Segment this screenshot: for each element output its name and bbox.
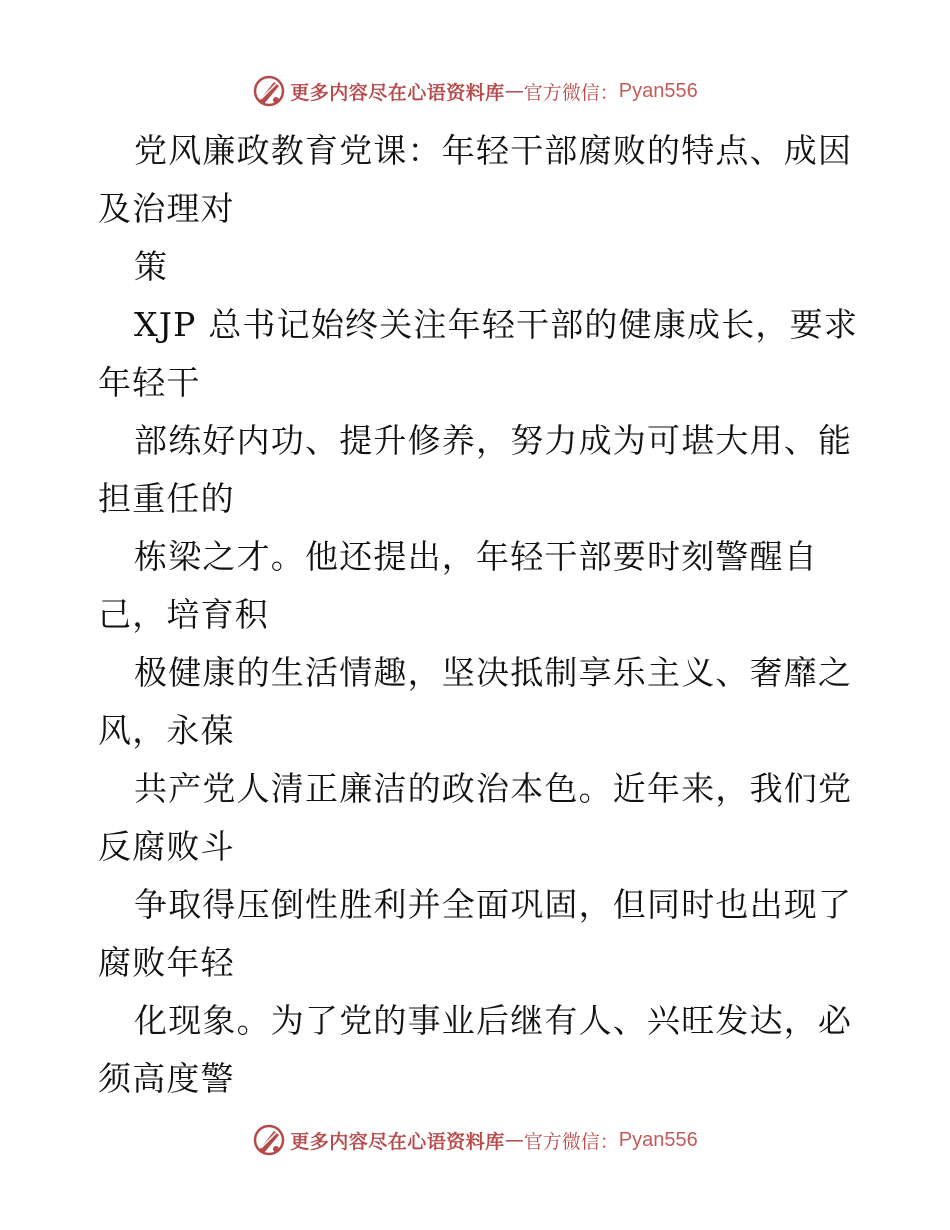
- document-body: [98, 122, 858, 1108]
- text-line: 年轻干: [98, 363, 201, 402]
- text-line: 部练好内功、提升修养，努力成为可堪大用、能: [134, 421, 853, 460]
- text-line: 腐败年轻: [98, 943, 235, 982]
- text-line: 反腐败斗: [98, 827, 235, 866]
- text-line: 风，永葆: [98, 711, 235, 750]
- text-line: 共产党人清正廉洁的政治本色。近年来，我们党: [134, 769, 853, 808]
- text-line: XJP 总书记始终关注年轻干部的健康成长，要求: [134, 305, 859, 344]
- text-line: 策: [134, 247, 169, 286]
- text-line: 须高度警: [98, 1059, 235, 1098]
- header-watermark: [0, 71, 950, 111]
- text-line: 化现象。为了党的事业后继有人、兴旺发达，必: [134, 1001, 853, 1040]
- text-line: 极健康的生活情趣，坚决抵制享乐主义、奢靡之: [134, 653, 853, 692]
- watermark-site-text: 更多内容尽在心语资料库: [290, 81, 505, 104]
- text-line: 担重任的: [98, 479, 235, 518]
- text-line: 栋梁之才。他还提出，年轻干部要时刻警醒自: [134, 537, 818, 576]
- watermark-account-id: Pyan556: [618, 1128, 698, 1151]
- pen-nib-logo-icon: [252, 74, 286, 108]
- watermark-dash: —: [504, 80, 524, 102]
- text-line: 及治理对: [98, 189, 235, 228]
- watermark-account-id: Pyan556: [618, 79, 698, 102]
- watermark-dash: —: [504, 1129, 524, 1151]
- pen-nib-logo-icon: [252, 1123, 286, 1157]
- watermark-official-text: 官方微信：: [523, 81, 619, 104]
- footer-watermark: [0, 1120, 950, 1160]
- text-line: 己，培育积: [98, 595, 269, 634]
- watermark-site-text: 更多内容尽在心语资料库: [290, 1130, 505, 1153]
- text-line: 争取得压倒性胜利并全面巩固，但同时也出现了: [134, 885, 853, 924]
- watermark-official-text: 官方微信：: [523, 1130, 619, 1153]
- text-line: 党风廉政教育党课：年轻干部腐败的特点、成因: [134, 131, 853, 170]
